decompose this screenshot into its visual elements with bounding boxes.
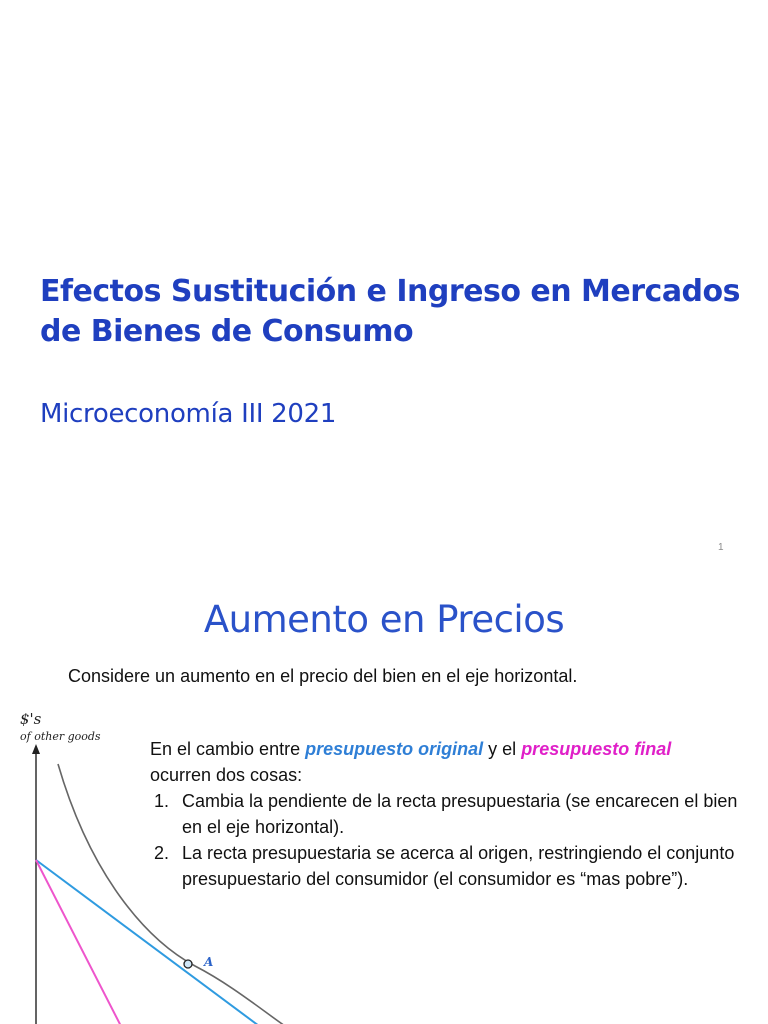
y-axis-label: $'s [20, 710, 42, 728]
list-number: 1. [154, 791, 170, 811]
original-budget-term: presupuesto original [305, 739, 484, 759]
final-budget-term: presupuesto final [521, 739, 672, 759]
slide-lead-text: Considere un aumento en el precio del bien en el eje horizontal. [68, 666, 578, 686]
page-number: 1 [718, 542, 724, 553]
slide-title: Aumento en Precios [203, 598, 565, 641]
content-slide [0, 574, 768, 1024]
intro-paragraph [150, 736, 760, 788]
intro-prefix: En el cambio entre [150, 739, 301, 759]
slide-body [150, 736, 760, 892]
intro-mid: y el [488, 739, 517, 759]
presentation-subtitle: Microeconomía III 2021 [40, 399, 337, 429]
y-axis-sublabel: of other goods [20, 730, 101, 743]
changes-list [150, 788, 760, 892]
y-axis-arrow-icon [32, 744, 40, 754]
list-item [150, 840, 760, 892]
point-a-label: A [204, 955, 214, 969]
list-item-text: Cambia la pendiente de la recta presupuestaria (se encarecen el bien en el eje horizontal). [182, 791, 738, 837]
list-item [150, 788, 760, 840]
intro-suffix: ocurren dos cosas: [150, 765, 303, 785]
point-a-marker [184, 960, 192, 968]
list-item-text: La recta presupuestaria se acerca al origen, restringiendo el conjunto presupuestario del consumidor (el consumidor es “mas pobre”). [182, 843, 735, 889]
presentation-title: Efectos Sustitución e Ingreso en Mercados de Bienes de Consumo [40, 274, 740, 349]
list-number: 2. [154, 843, 170, 863]
